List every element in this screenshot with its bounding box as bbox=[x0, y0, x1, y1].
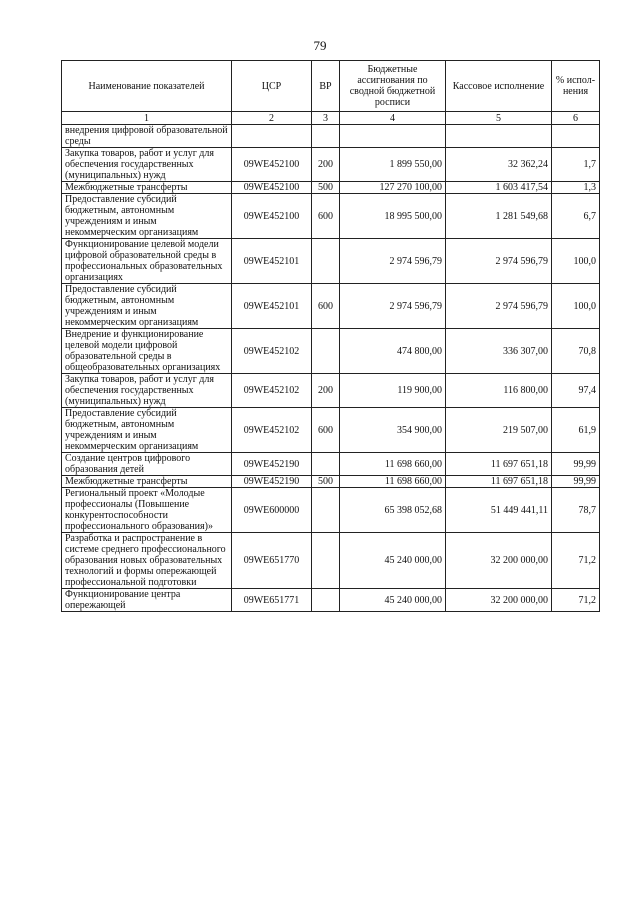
row-executed: 32 200 000,00 bbox=[446, 533, 552, 589]
page-number: 79 bbox=[313, 38, 327, 53]
row-vr bbox=[312, 239, 340, 284]
budget-execution-table bbox=[61, 60, 600, 612]
row-budget: 354 900,00 bbox=[340, 408, 446, 453]
row-percent: 97,4 bbox=[552, 374, 600, 408]
table-row bbox=[62, 182, 600, 194]
row-percent: 71,2 bbox=[552, 589, 600, 612]
row-vr bbox=[312, 533, 340, 589]
row-budget: 45 240 000,00 bbox=[340, 589, 446, 612]
row-name: Внедрение и функционирование целевой модели цифровой образовательной среды в общеобразовательных организациях bbox=[62, 329, 232, 374]
row-csr: 09WE452100 bbox=[232, 194, 312, 239]
table-row bbox=[62, 488, 600, 533]
row-name: Предоставление субсидий бюджетным, автономным учреждениям и иным некоммерческим организациям bbox=[62, 284, 232, 329]
row-percent: 71,2 bbox=[552, 533, 600, 589]
row-executed: 51 449 441,11 bbox=[446, 488, 552, 533]
table-row bbox=[62, 284, 600, 329]
column-number: 4 bbox=[340, 112, 446, 125]
row-csr: 09WE452101 bbox=[232, 284, 312, 329]
row-percent: 1,3 bbox=[552, 182, 600, 194]
row-executed: 2 974 596,79 bbox=[446, 284, 552, 329]
row-budget: 65 398 052,68 bbox=[340, 488, 446, 533]
row-vr: 600 bbox=[312, 194, 340, 239]
row-budget: 45 240 000,00 bbox=[340, 533, 446, 589]
table-row bbox=[62, 194, 600, 239]
row-executed: 2 974 596,79 bbox=[446, 239, 552, 284]
row-name: Предоставление субсидий бюджетным, автономным учреждениям и иным некоммерческим организациям bbox=[62, 408, 232, 453]
row-name: Межбюджетные трансферты bbox=[62, 476, 232, 488]
row-vr: 600 bbox=[312, 408, 340, 453]
row-executed: 1 281 549,68 bbox=[446, 194, 552, 239]
column-number: 5 bbox=[446, 112, 552, 125]
row-percent: 6,7 bbox=[552, 194, 600, 239]
table-row bbox=[62, 239, 600, 284]
row-executed bbox=[446, 125, 552, 148]
table-row bbox=[62, 374, 600, 408]
row-csr: 09WE452100 bbox=[232, 182, 312, 194]
row-name: Межбюджетные трансферты bbox=[62, 182, 232, 194]
row-percent: 61,9 bbox=[552, 408, 600, 453]
row-percent: 1,7 bbox=[552, 148, 600, 182]
table-row bbox=[62, 453, 600, 476]
row-vr bbox=[312, 125, 340, 148]
row-percent: 100,0 bbox=[552, 239, 600, 284]
row-name: Создание центров цифрового образования детей bbox=[62, 453, 232, 476]
row-name: Закупка товаров, работ и услуг для обеспечения государственных (муниципальных) нужд bbox=[62, 148, 232, 182]
row-budget: 18 995 500,00 bbox=[340, 194, 446, 239]
row-percent: 78,7 bbox=[552, 488, 600, 533]
header-indicator-name: Наименование показателей bbox=[62, 61, 232, 112]
header-vr: ВР bbox=[312, 61, 340, 112]
row-csr: 09WE452101 bbox=[232, 239, 312, 284]
row-executed: 116 800,00 bbox=[446, 374, 552, 408]
row-vr bbox=[312, 488, 340, 533]
table-row bbox=[62, 533, 600, 589]
row-percent: 70,8 bbox=[552, 329, 600, 374]
row-budget: 2 974 596,79 bbox=[340, 284, 446, 329]
row-executed: 336 307,00 bbox=[446, 329, 552, 374]
row-budget: 1 899 550,00 bbox=[340, 148, 446, 182]
row-name: Функционирование целевой модели цифровой образовательной среды в профессиональных образовательных организациях bbox=[62, 239, 232, 284]
row-vr bbox=[312, 589, 340, 612]
column-number: 3 bbox=[312, 112, 340, 125]
row-csr: 09WE452100 bbox=[232, 148, 312, 182]
row-executed: 11 697 651,18 bbox=[446, 476, 552, 488]
column-number: 6 bbox=[552, 112, 600, 125]
row-executed: 32 200 000,00 bbox=[446, 589, 552, 612]
header-csr: ЦСР bbox=[232, 61, 312, 112]
table-row bbox=[62, 408, 600, 453]
row-executed: 219 507,00 bbox=[446, 408, 552, 453]
row-vr: 500 bbox=[312, 182, 340, 194]
row-executed: 32 362,24 bbox=[446, 148, 552, 182]
header-budget-allocations: Бюджетные ассигнования по сводной бюджетной росписи bbox=[340, 61, 446, 112]
row-csr bbox=[232, 125, 312, 148]
row-percent: 99,99 bbox=[552, 476, 600, 488]
row-csr: 09WE452190 bbox=[232, 453, 312, 476]
row-vr: 500 bbox=[312, 476, 340, 488]
row-budget: 119 900,00 bbox=[340, 374, 446, 408]
row-budget: 127 270 100,00 bbox=[340, 182, 446, 194]
row-vr bbox=[312, 453, 340, 476]
row-vr: 200 bbox=[312, 148, 340, 182]
row-percent: 99,99 bbox=[552, 453, 600, 476]
table-row bbox=[62, 125, 600, 148]
row-vr: 600 bbox=[312, 284, 340, 329]
row-name: Предоставление субсидий бюджетным, автономным учреждениям и иным некоммерческим организациям bbox=[62, 194, 232, 239]
table-row bbox=[62, 148, 600, 182]
row-budget: 474 800,00 bbox=[340, 329, 446, 374]
column-number: 1 bbox=[62, 112, 232, 125]
row-csr: 09WE452102 bbox=[232, 329, 312, 374]
row-vr: 200 bbox=[312, 374, 340, 408]
row-csr: 09WE452102 bbox=[232, 374, 312, 408]
row-budget: 2 974 596,79 bbox=[340, 239, 446, 284]
row-vr bbox=[312, 329, 340, 374]
row-name: Закупка товаров, работ и услуг для обеспечения государственных (муниципальных) нужд bbox=[62, 374, 232, 408]
row-budget bbox=[340, 125, 446, 148]
row-csr: 09WE452102 bbox=[232, 408, 312, 453]
row-budget: 11 698 660,00 bbox=[340, 453, 446, 476]
table-header-row bbox=[62, 61, 600, 112]
row-csr: 09WE651770 bbox=[232, 533, 312, 589]
column-number: 2 bbox=[232, 112, 312, 125]
table-row bbox=[62, 329, 600, 374]
header-execution-percent: % испол-нения bbox=[552, 61, 600, 112]
row-name: Функционирование центра опережающей bbox=[62, 589, 232, 612]
row-csr: 09WE452190 bbox=[232, 476, 312, 488]
row-csr: 09WE651771 bbox=[232, 589, 312, 612]
row-percent bbox=[552, 125, 600, 148]
row-percent: 100,0 bbox=[552, 284, 600, 329]
table-row bbox=[62, 476, 600, 488]
column-number-row bbox=[62, 112, 600, 125]
row-name: внедрения цифровой образовательной среды bbox=[62, 125, 232, 148]
row-name: Региональный проект «Молодые профессионалы (Повышение конкурентоспособности профессионального образования)» bbox=[62, 488, 232, 533]
table-row bbox=[62, 589, 600, 612]
row-csr: 09WE600000 bbox=[232, 488, 312, 533]
row-name: Разработка и распространение в системе среднего профессионального образования новых образовательных технологий и формы опережающей профессиональной подготовки bbox=[62, 533, 232, 589]
row-executed: 1 603 417,54 bbox=[446, 182, 552, 194]
row-budget: 11 698 660,00 bbox=[340, 476, 446, 488]
header-cash-execution: Кассовое исполнение bbox=[446, 61, 552, 112]
row-executed: 11 697 651,18 bbox=[446, 453, 552, 476]
